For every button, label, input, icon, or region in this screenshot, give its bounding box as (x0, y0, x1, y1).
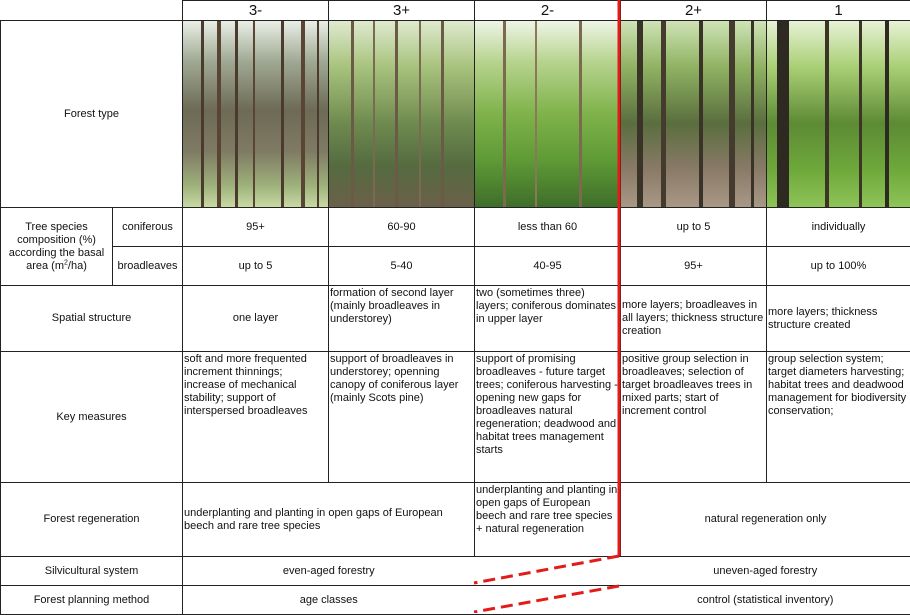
photo-cell-3plus (329, 21, 475, 208)
measures-2minus: support of promising broadleaves - future target trees; coniferous harvesting - opening new gaps for broadleaves natural regeneration; deadwood and habitat trees management starts (475, 352, 621, 483)
class-header-3minus: 3- (183, 1, 329, 21)
sublabel-broadleaves: broadleaves (113, 247, 183, 286)
spatial-3plus: formation of second layer (mainly broadleaves in understorey) (329, 286, 475, 352)
forest-photo-mixed-understorey (329, 21, 474, 207)
forest-photo-uneven-aged (767, 21, 910, 207)
photo-cell-2plus (621, 21, 767, 208)
class-header-2plus: 2+ (621, 1, 767, 21)
row-label-silvicultural-system: Silvicultural system (1, 557, 183, 586)
broadleaves-3minus: up to 5 (183, 247, 329, 286)
regeneration-2minus: underplanting and planting in open gaps of European beech and rare tree species + natural regeneration (475, 483, 621, 557)
broadleaves-2plus: 95+ (621, 247, 767, 286)
coniferous-2plus: up to 5 (621, 208, 767, 247)
broadleaves-3plus: 5-40 (329, 247, 475, 286)
spatial-1: more layers; thickness structure created (767, 286, 910, 352)
measures-1: group selection system; target diameters harvesting; habitat trees and deadwood management for biodiversity conservation; (767, 352, 910, 483)
row-label-key-measures: Key measures (1, 352, 183, 483)
planning-transition (475, 586, 621, 615)
row-label-forest-planning-method: Forest planning method (1, 586, 183, 615)
spatial-2minus: two (sometimes three) layers; coniferous dominates in upper layer (475, 286, 621, 352)
photo-cell-2minus (475, 21, 621, 208)
class-header-3plus: 3+ (329, 1, 475, 21)
measures-3minus: soft and more frequented increment thinnings; increase of mechanical stability; support of interspersed broadleaves (183, 352, 329, 483)
regeneration-3classes: underplanting and planting in open gaps of European beech and rare tree species (183, 483, 475, 557)
spatial-3minus: one layer (183, 286, 329, 352)
coniferous-1: individually (767, 208, 910, 247)
broadleaves-1: up to 100% (767, 247, 910, 286)
class-header-2minus: 2- (475, 1, 621, 21)
forest-photo-pine (183, 21, 328, 207)
corner-cell (1, 1, 183, 21)
measures-2plus: positive group selection in broadleaves; selection of target broadleaves trees in mixed parts; start of increment control (621, 352, 767, 483)
broadleaves-2minus: 40-95 (475, 247, 621, 286)
measures-3plus: support of broadleaves in understorey; openning canopy of coniferous layer (mainly Scots pine) (329, 352, 475, 483)
regeneration-2plus-1: natural regeneration only (621, 483, 910, 557)
planning-age-classes: age classes (183, 586, 475, 615)
planning-control: control (statistical inventory) (621, 586, 910, 615)
forest-photo-beech-stand (621, 21, 766, 207)
tree-species-label-unit: /ha) (68, 260, 87, 272)
silvicultural-uneven-aged: uneven-aged forestry (621, 557, 910, 586)
tree-species-label-text: Tree species composition (%) according the basal area (m (9, 221, 104, 272)
row-label-forest-regeneration: Forest regeneration (1, 483, 183, 557)
row-label-spatial-structure: Spatial structure (1, 286, 183, 352)
class-header-1: 1 (767, 1, 910, 21)
coniferous-3minus: 95+ (183, 208, 329, 247)
row-label-forest-type: Forest type (1, 21, 183, 208)
tree-species-label-sup: 2 (64, 259, 68, 266)
coniferous-3plus: 60-90 (329, 208, 475, 247)
forest-photo-broadleaf-regeneration (475, 21, 620, 207)
row-label-tree-species (1, 208, 113, 286)
silvicultural-transition (475, 557, 621, 586)
silvicultural-even-aged: even-aged forestry (183, 557, 475, 586)
spatial-2plus: more layers; broadleaves in all layers; thickness structure creation (621, 286, 767, 352)
sublabel-coniferous: coniferous (113, 208, 183, 247)
coniferous-2minus: less than 60 (475, 208, 621, 247)
photo-cell-1 (767, 21, 910, 208)
photo-cell-3minus (183, 21, 329, 208)
